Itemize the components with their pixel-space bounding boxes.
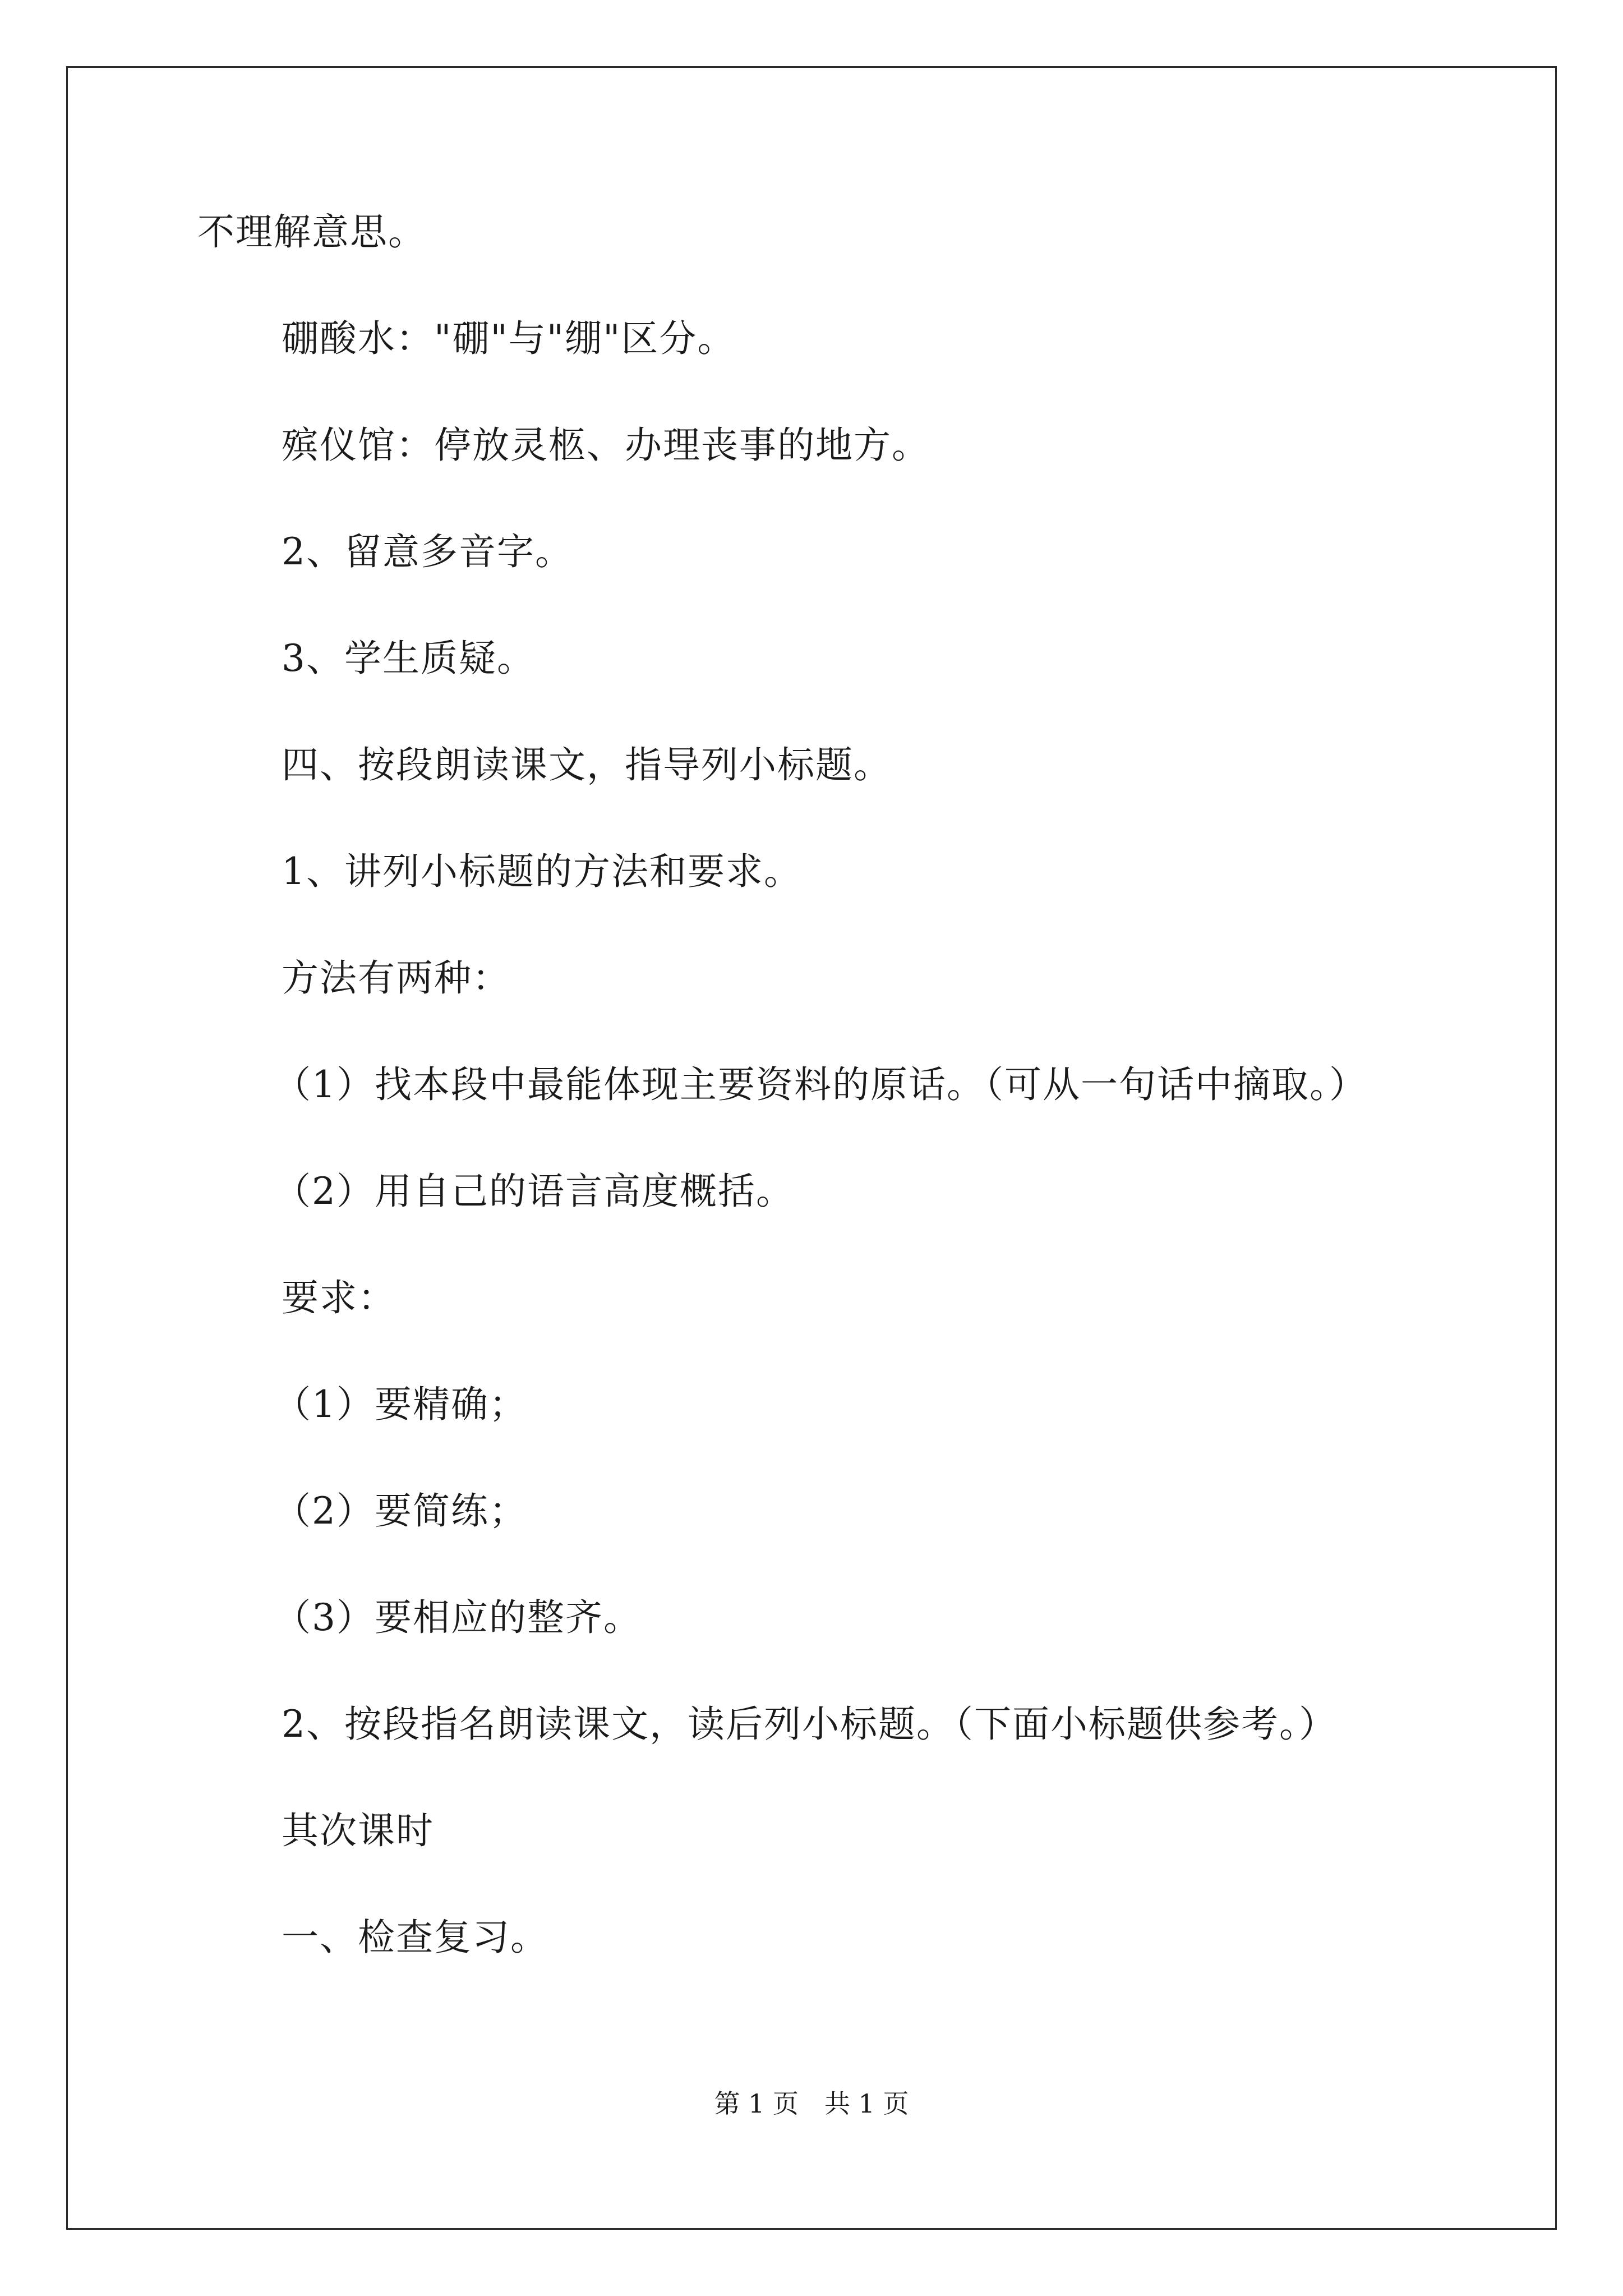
text-line: 一、检查复习。 — [282, 1916, 548, 1959]
text-line: 硼酸水："硼"与"绷"区分。 — [282, 317, 736, 360]
text-line: （2）要简练； — [274, 1489, 527, 1533]
text-line: 3、学生质疑。 — [282, 637, 535, 680]
text-line: （1）要精确； — [274, 1383, 527, 1426]
text-line: 四、按段朗读课文，指导列小标题。 — [282, 743, 892, 786]
text-line: 其次课时 — [282, 1809, 434, 1852]
text-line: 殡仪馆：停放灵柩、办理丧事的地方。 — [282, 424, 930, 467]
page-border — [66, 66, 1557, 2230]
text-line: 不理解意思。 — [197, 210, 426, 254]
page-footer: 第 1 页 共 1 页 — [714, 2088, 909, 2119]
text-line: 1、讲列小标题的方法和要求。 — [282, 850, 802, 893]
text-line: 2、按段指名朗读课文，读后列小标题。（下面小标题供参考。） — [282, 1703, 1337, 1746]
text-line: 2、留意多音字。 — [282, 530, 573, 573]
text-line: （1）找本段中最能体现主要资料的原话。（可从一句话中摘取。） — [274, 1063, 1367, 1106]
text-line: 要求： — [282, 1276, 396, 1319]
text-line: （3）要相应的整齐。 — [274, 1596, 642, 1639]
text-line: （2）用自己的语言高度概括。 — [274, 1170, 794, 1213]
text-line: 方法有两种： — [282, 956, 510, 1000]
